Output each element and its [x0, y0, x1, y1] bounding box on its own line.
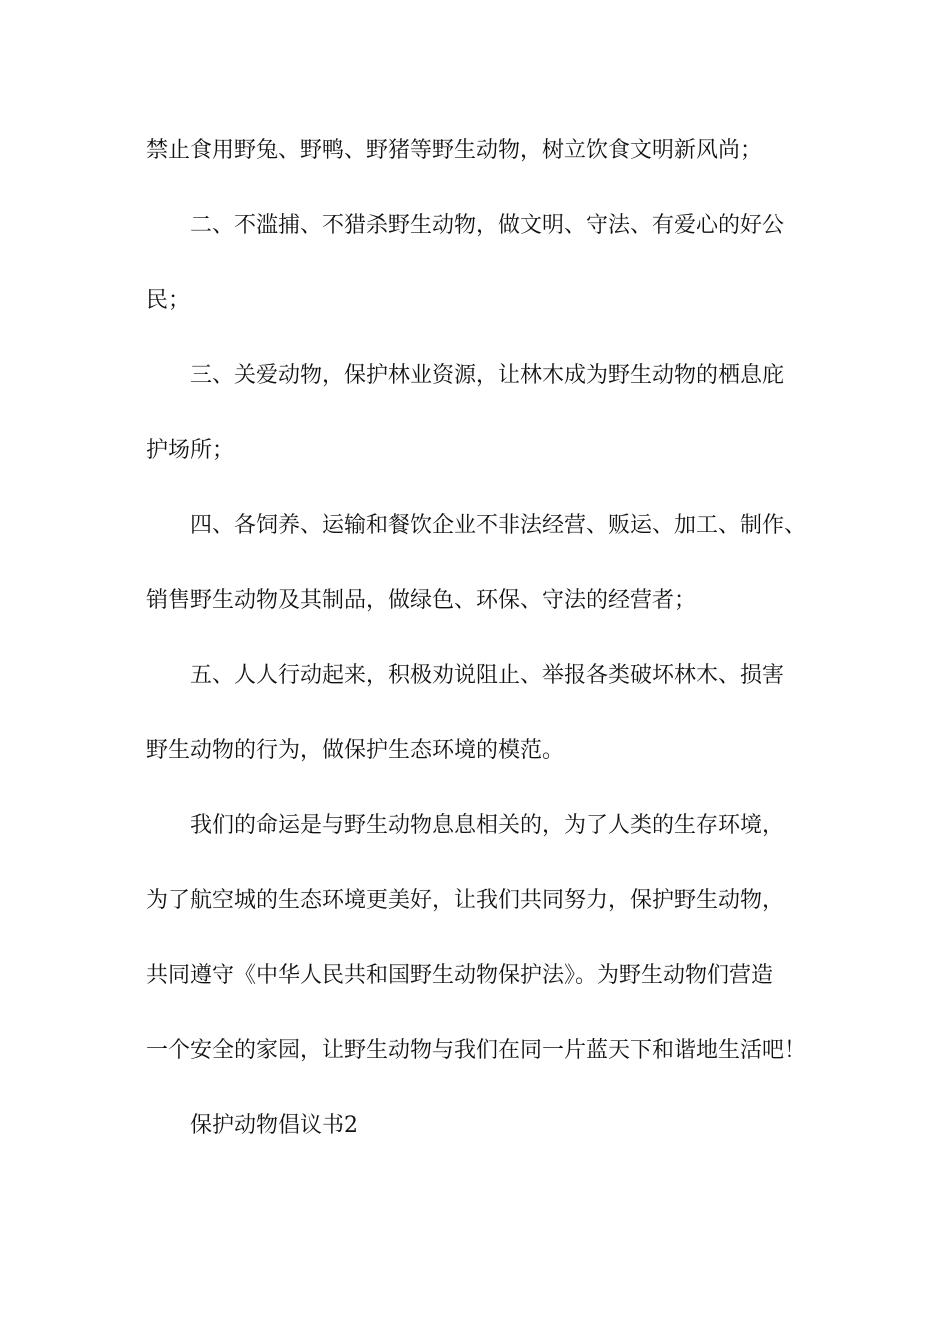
item-3-line-2: 护场所； [146, 438, 235, 463]
item-5-line-1: 五、人人行动起来，积极劝说阻止、举报各类破坏林木、损害 [190, 663, 785, 688]
item-4-line-2: 销售野生动物及其制品，做绿色、环保、守法的经营者； [146, 588, 697, 613]
closing-paragraph-line-3: 共同遵守《中华人民共和国野生动物保护法》。为野生动物们营造 [146, 963, 774, 988]
text-line-1: 禁止食用野兔、野鸭、野猪等野生动物，树立饮食文明新风尚； [146, 138, 763, 163]
closing-paragraph-line-4: 一个安全的家园，让野生动物与我们在同一片蓝天下和谐地生活吧！ [146, 1038, 807, 1063]
closing-paragraph-line-2: 为了航空城的生态环境更美好，让我们共同努力，保护野生动物， [146, 888, 785, 913]
closing-paragraph-line-1: 我们的命运是与野生动物息息相关的，为了人类的生存环境， [190, 813, 785, 838]
section-heading: 保护动物倡议书2 [190, 1113, 358, 1138]
item-2-line-2: 民； [146, 288, 191, 313]
item-5-line-2: 野生动物的行为，做保护生态环境的模范。 [146, 738, 565, 763]
item-3-line-1: 三、关爱动物，保护林业资源，让林木成为野生动物的栖息庇 [190, 363, 785, 388]
item-4-line-1: 四、各饲养、运输和餐饮企业不非法经营、贩运、加工、制作、 [190, 513, 807, 538]
item-2-line-1: 二、不滥捕、不猎杀野生动物，做文明、守法、有爱心的好公 [190, 213, 785, 238]
